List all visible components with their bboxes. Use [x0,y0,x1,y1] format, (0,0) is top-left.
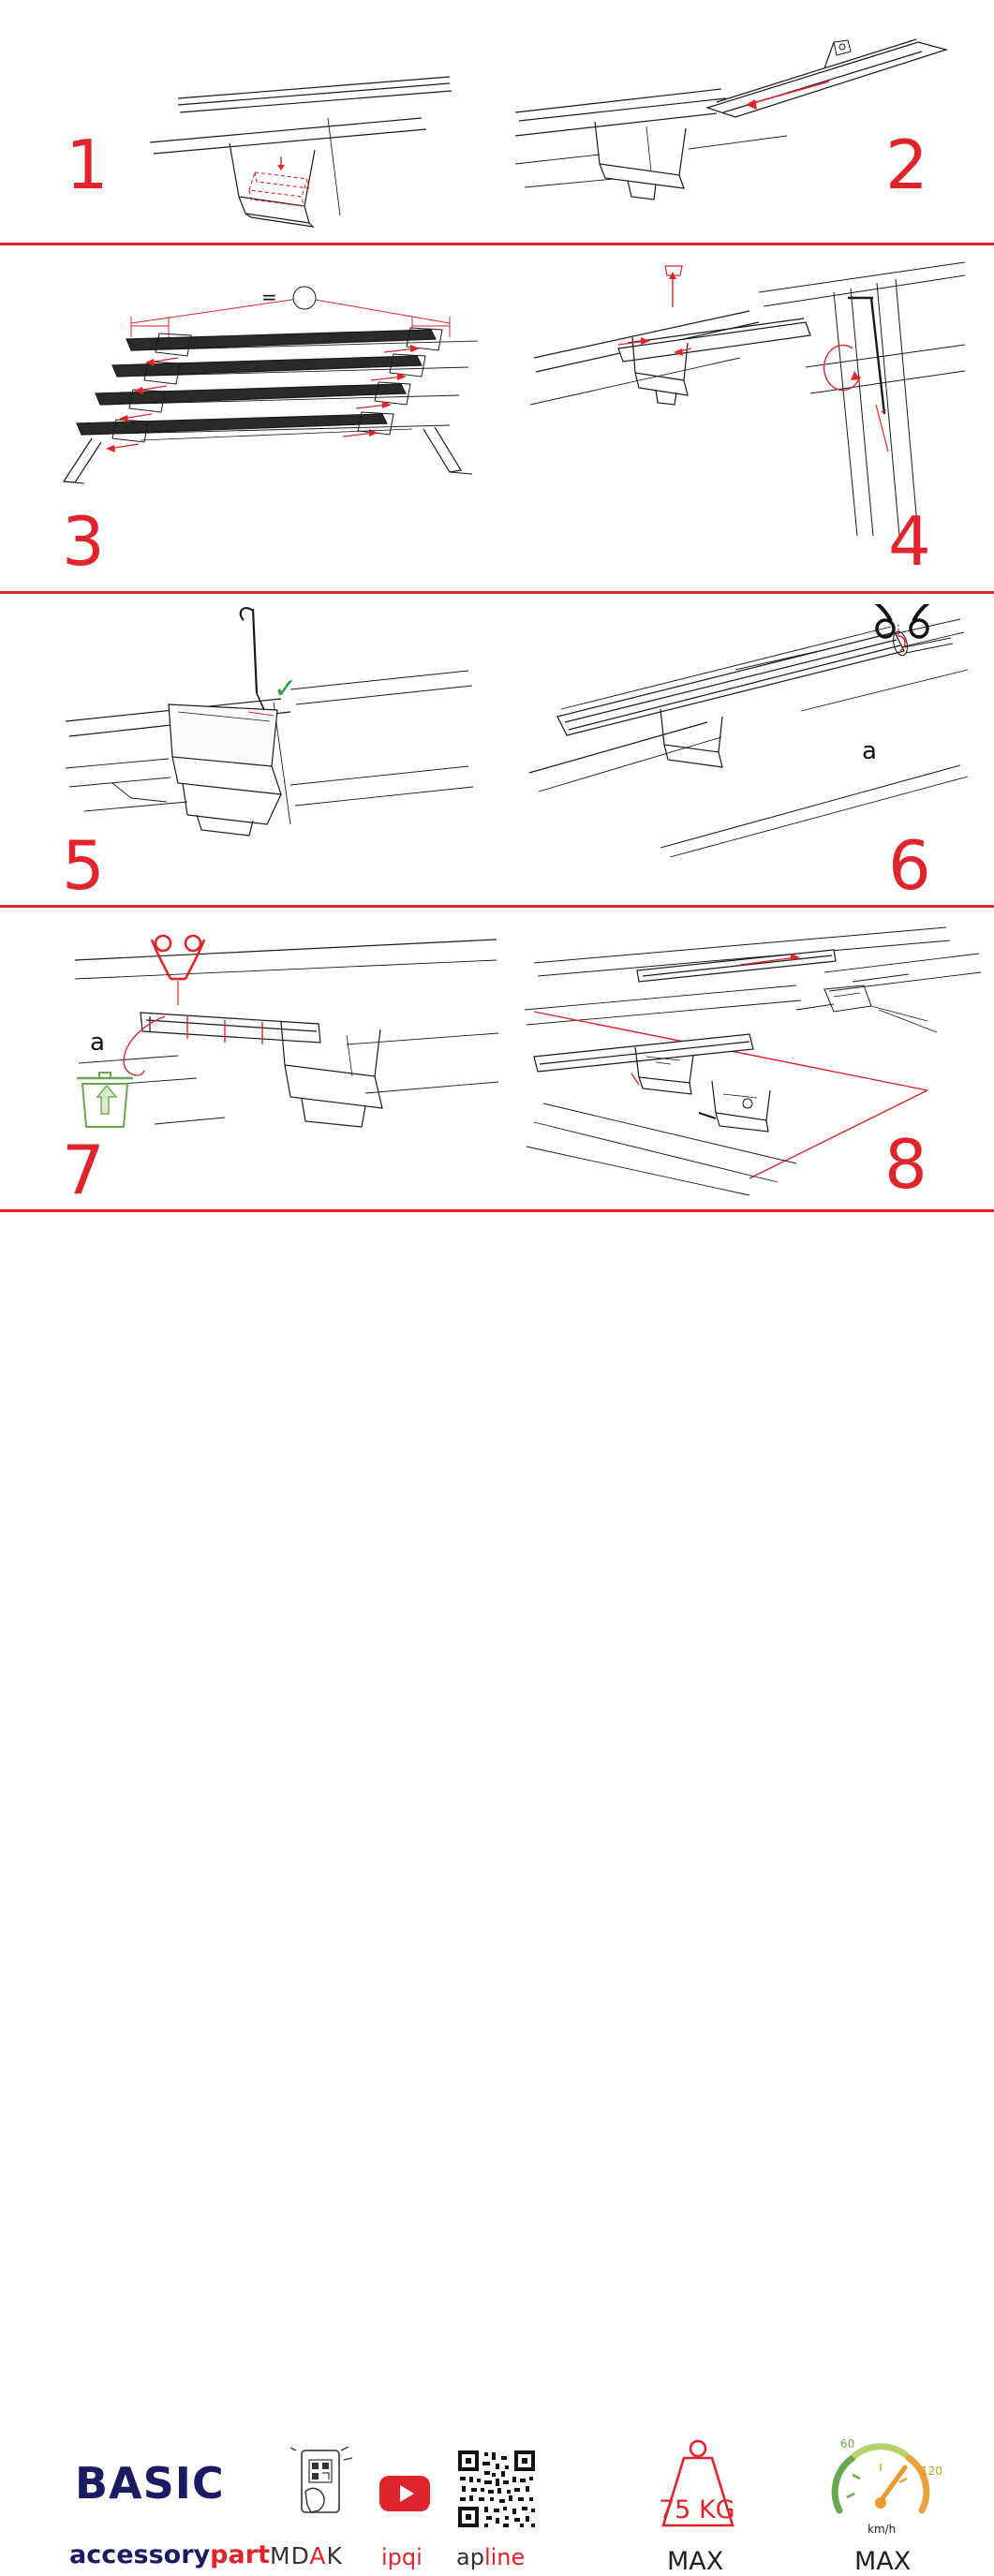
step-7-illustration [66,923,506,1166]
brand-accessorypart [69,2540,270,2569]
max-weight-label: MAX [667,2547,724,2576]
step-4-illustration [525,255,965,536]
step-1-illustration [141,56,459,234]
speed-dial-high: 120 [921,2465,942,2478]
brand-apline [456,2544,525,2570]
footer [0,1212,994,2576]
step-6-label-a: a [862,737,877,765]
max-weight-value: 75 KG [659,2495,735,2524]
step-3-number: 3 [62,502,105,581]
step-7-label-a: a [90,1029,105,1057]
step-5-illustration [56,600,487,862]
divider-2 [0,591,994,594]
apline-part-1: ap [456,2544,484,2570]
apline-part-2: line [483,2544,526,2570]
step-7-number: 7 [62,1131,105,1209]
brand-part-text: part [210,2540,270,2569]
qr-code-icon[interactable] [456,2449,537,2529]
speed-unit: km/h [868,2523,897,2536]
step-2-number: 2 [885,126,928,204]
speed-dial-low: 60 [840,2437,855,2450]
mdak-part-3: K [326,2542,343,2569]
divider-3 [0,905,994,908]
step-5-number: 5 [62,826,105,905]
step-4-number: 4 [888,502,931,581]
step-3-equal-callout: = [261,286,277,308]
youtube-icon[interactable] [378,2475,431,2512]
step-6-number: 6 [888,826,931,905]
brand-accessory-text: accessory [69,2540,211,2569]
max-speed-label: MAX [854,2547,912,2576]
step-1-number: 1 [66,126,109,204]
phone-scan-icon [290,2447,356,2533]
step-8-number: 8 [884,1125,927,1204]
divider-1 [0,243,994,245]
mdak-part-2: A [309,2542,327,2569]
mdak-part-1: MD [270,2542,310,2569]
brand-mdak [270,2542,343,2569]
step-5-check-icon: ✓ [274,673,298,705]
brand-basic: BASIC [75,2458,225,2509]
brand-ipqi: ipqi [381,2544,423,2570]
step-6-illustration [520,604,979,857]
